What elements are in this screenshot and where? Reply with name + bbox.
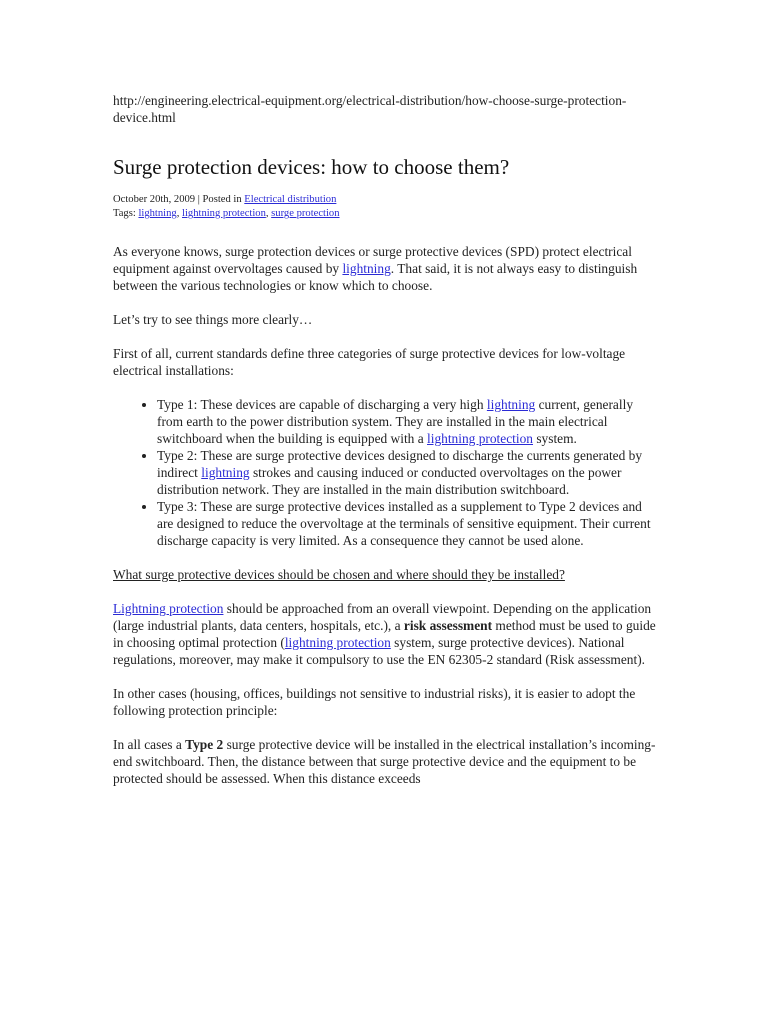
text: method must be used to guide in choosing optimal protection ( bbox=[113, 618, 656, 650]
paragraph bbox=[113, 736, 658, 787]
source-url: http://engineering.electrical-equipment.org/electrical-distribution/how-choose-surge-protection-device.html bbox=[113, 93, 627, 125]
text: In all cases a bbox=[113, 737, 186, 752]
lightning-link[interactable]: lightning bbox=[342, 261, 391, 276]
spd-type-list bbox=[113, 396, 658, 549]
article bbox=[113, 92, 658, 804]
paragraph: Let’s try to see things more clearly… bbox=[113, 312, 313, 327]
text: Type 1: These devices are capable of discharging a very high bbox=[157, 397, 487, 412]
tags-line bbox=[113, 207, 658, 221]
text: current, generally from earth to the power distribution system. They are installed in the main electrical switchboard when the building is equipped with a bbox=[157, 397, 634, 446]
lightning-protection-link[interactable]: lightning protection bbox=[427, 431, 533, 446]
post-date: October 20th, 2009 | Posted in bbox=[113, 194, 245, 205]
lightning-protection-link[interactable]: lightning protection bbox=[284, 635, 391, 650]
post-meta bbox=[113, 193, 658, 221]
lightning-link[interactable]: lightning bbox=[201, 465, 250, 480]
paragraph: First of all, current standards define three categories of surge protective devices for low-voltage electrical installations: bbox=[113, 346, 626, 378]
article-title: Surge protection devices: how to choose them? bbox=[113, 155, 510, 179]
text: As everyone knows, surge protection devices or surge protective devices (SPD) protect electrical equipment against overvoltages caused by bbox=[113, 244, 632, 276]
intro-paragraph bbox=[113, 243, 658, 294]
tag-link[interactable]: surge protection bbox=[271, 208, 340, 219]
text: system, surge protective devices). National regulations, moreover, may make it compulsory to use the EN 62305-2 standard (Risk assessment). bbox=[113, 635, 646, 667]
category-link[interactable]: Electrical distribution bbox=[244, 194, 337, 205]
section-question: What surge protective devices should be chosen and where should they be installed? bbox=[113, 567, 565, 582]
text: surge protective device will be installed in the electrical installation’s incoming-end switchboard. Then, the distance between that surge protective device and the equipment to be protected should be assessed. When this distance exceeds bbox=[113, 737, 656, 786]
tag-link[interactable]: lightning protection bbox=[182, 208, 266, 219]
tags-label: Tags: bbox=[113, 208, 139, 219]
text: Type 2: These are surge protective devices designed to discharge the currents generated by indirect bbox=[157, 448, 643, 480]
post-date-line bbox=[113, 193, 658, 207]
list-item bbox=[157, 447, 658, 498]
text: strokes and causing induced or conducted overvoltages on the power distribution network. They are installed in the main distribution switchboard. bbox=[157, 465, 622, 497]
tag-separator: , bbox=[265, 208, 272, 219]
tag-separator: , bbox=[176, 208, 183, 219]
lightning-protection-link[interactable]: Lightning protection bbox=[113, 601, 224, 616]
paragraph: In other cases (housing, offices, buildings not sensitive to industrial risks), it is easier to adopt the following protection principle: bbox=[113, 686, 636, 718]
list-item: • Type 3: These are surge protective devices installed as a supplement to Type 2 devices and are designed to reduce the overvoltage at the terminals of sensitive equipment. Their current discharge capacity is very limited. As a consequence they cannot be used alone. bbox=[157, 498, 658, 549]
text: system. bbox=[533, 431, 577, 446]
text: should be approached from an overall viewpoint. Depending on the application (large industrial plants, data centers, hospitals, etc.), a bbox=[113, 601, 652, 633]
bold-text: Type 2 bbox=[185, 737, 224, 752]
tag-link[interactable]: lightning bbox=[138, 208, 177, 219]
list-item bbox=[157, 396, 658, 447]
paragraph bbox=[113, 600, 658, 668]
bold-text: risk assessment bbox=[403, 618, 493, 633]
text: . That said, it is not always easy to distinguish between the various technologies or know which to choose. bbox=[113, 261, 638, 293]
lightning-link[interactable]: lightning bbox=[486, 397, 536, 412]
